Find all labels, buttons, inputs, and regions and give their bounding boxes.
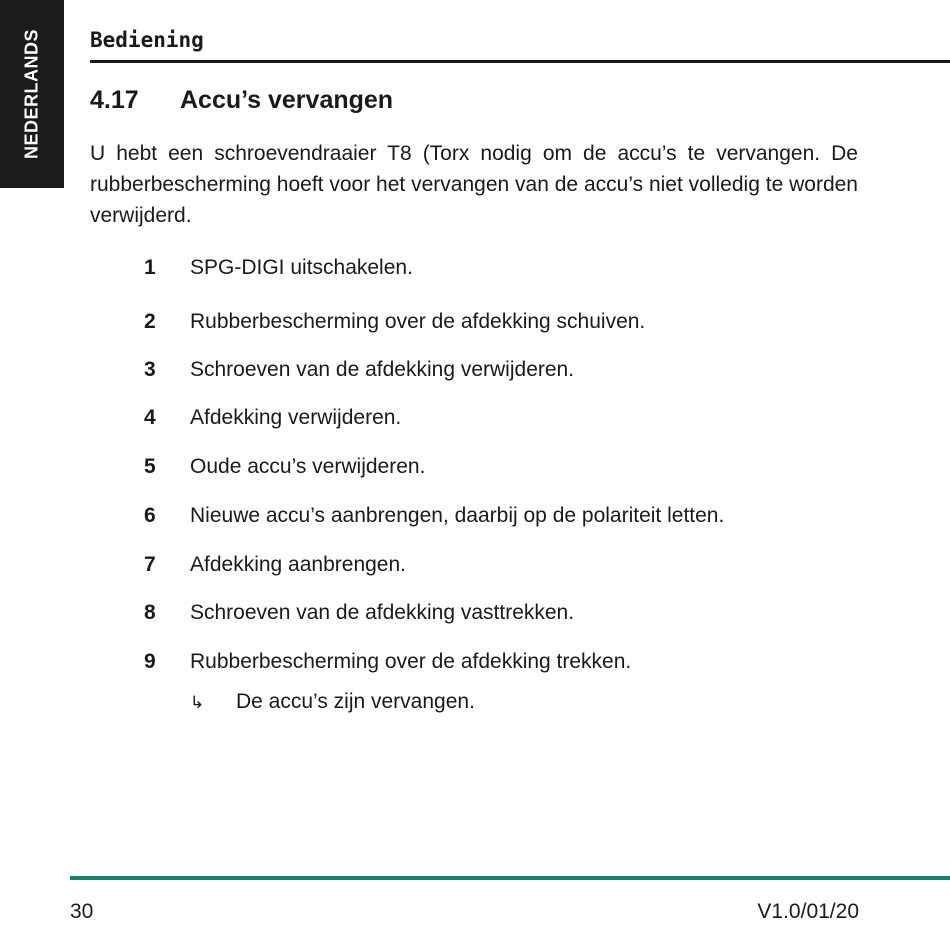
step-text: Rubberbescherming over de afdekking trekken. xyxy=(190,650,632,673)
step-number: 5 xyxy=(144,455,156,478)
step-text: Afdekking verwijderen. xyxy=(190,406,402,429)
step-number: 3 xyxy=(144,358,156,381)
step-item xyxy=(144,256,413,280)
step-item xyxy=(144,455,425,479)
step-number: 2 xyxy=(144,310,156,333)
result-text: De accu’s zijn vervangen. xyxy=(236,690,475,713)
header-divider xyxy=(90,60,950,63)
section-heading xyxy=(90,86,393,115)
step-item xyxy=(144,310,645,334)
step-item xyxy=(144,601,574,625)
language-tab-label: NEDERLANDS xyxy=(21,28,42,160)
step-number: 9 xyxy=(144,650,156,673)
step-text: Rubberbescherming over de afdekking schuiven. xyxy=(190,310,646,333)
step-number: 4 xyxy=(144,406,156,429)
step-item xyxy=(144,504,724,528)
language-tab xyxy=(0,0,64,188)
section-title: Accu’s vervangen xyxy=(180,86,394,114)
step-item xyxy=(144,553,406,577)
section-number: 4.17 xyxy=(90,86,139,114)
page-number: 30 xyxy=(70,900,94,923)
version-label: V1.0/01/20 xyxy=(757,900,859,923)
step-text: SPG-DIGI uitschakelen. xyxy=(190,256,413,279)
step-text: Oude accu’s verwijderen. xyxy=(190,455,426,478)
footer-divider xyxy=(70,876,950,880)
step-text: Nieuwe accu’s aanbrengen, daarbij op de polariteit letten. xyxy=(190,504,725,527)
step-text: Afdekking aanbrengen. xyxy=(190,553,406,576)
step-item xyxy=(144,358,574,382)
step-number: 1 xyxy=(144,256,156,279)
step-number: 7 xyxy=(144,553,156,576)
result-line xyxy=(190,690,475,714)
step-number: 8 xyxy=(144,601,156,624)
step-item xyxy=(144,650,631,674)
step-text: Schroeven van de afdekking vasttrekken. xyxy=(190,601,575,624)
result-arrow-icon: ↳ xyxy=(190,693,205,712)
step-number: 6 xyxy=(144,504,156,527)
intro-paragraph: U hebt een schroevendraaier T8 (Torx nodig om de accu’s te vervangen. De rubberbescherming hoeft voor het vervangen van de accu’s niet volledig te worden verwijderd. xyxy=(90,142,858,227)
step-text: Schroeven van de afdekking verwijderen. xyxy=(190,358,575,381)
step-item xyxy=(144,406,401,430)
running-header: Bediening xyxy=(90,28,204,52)
